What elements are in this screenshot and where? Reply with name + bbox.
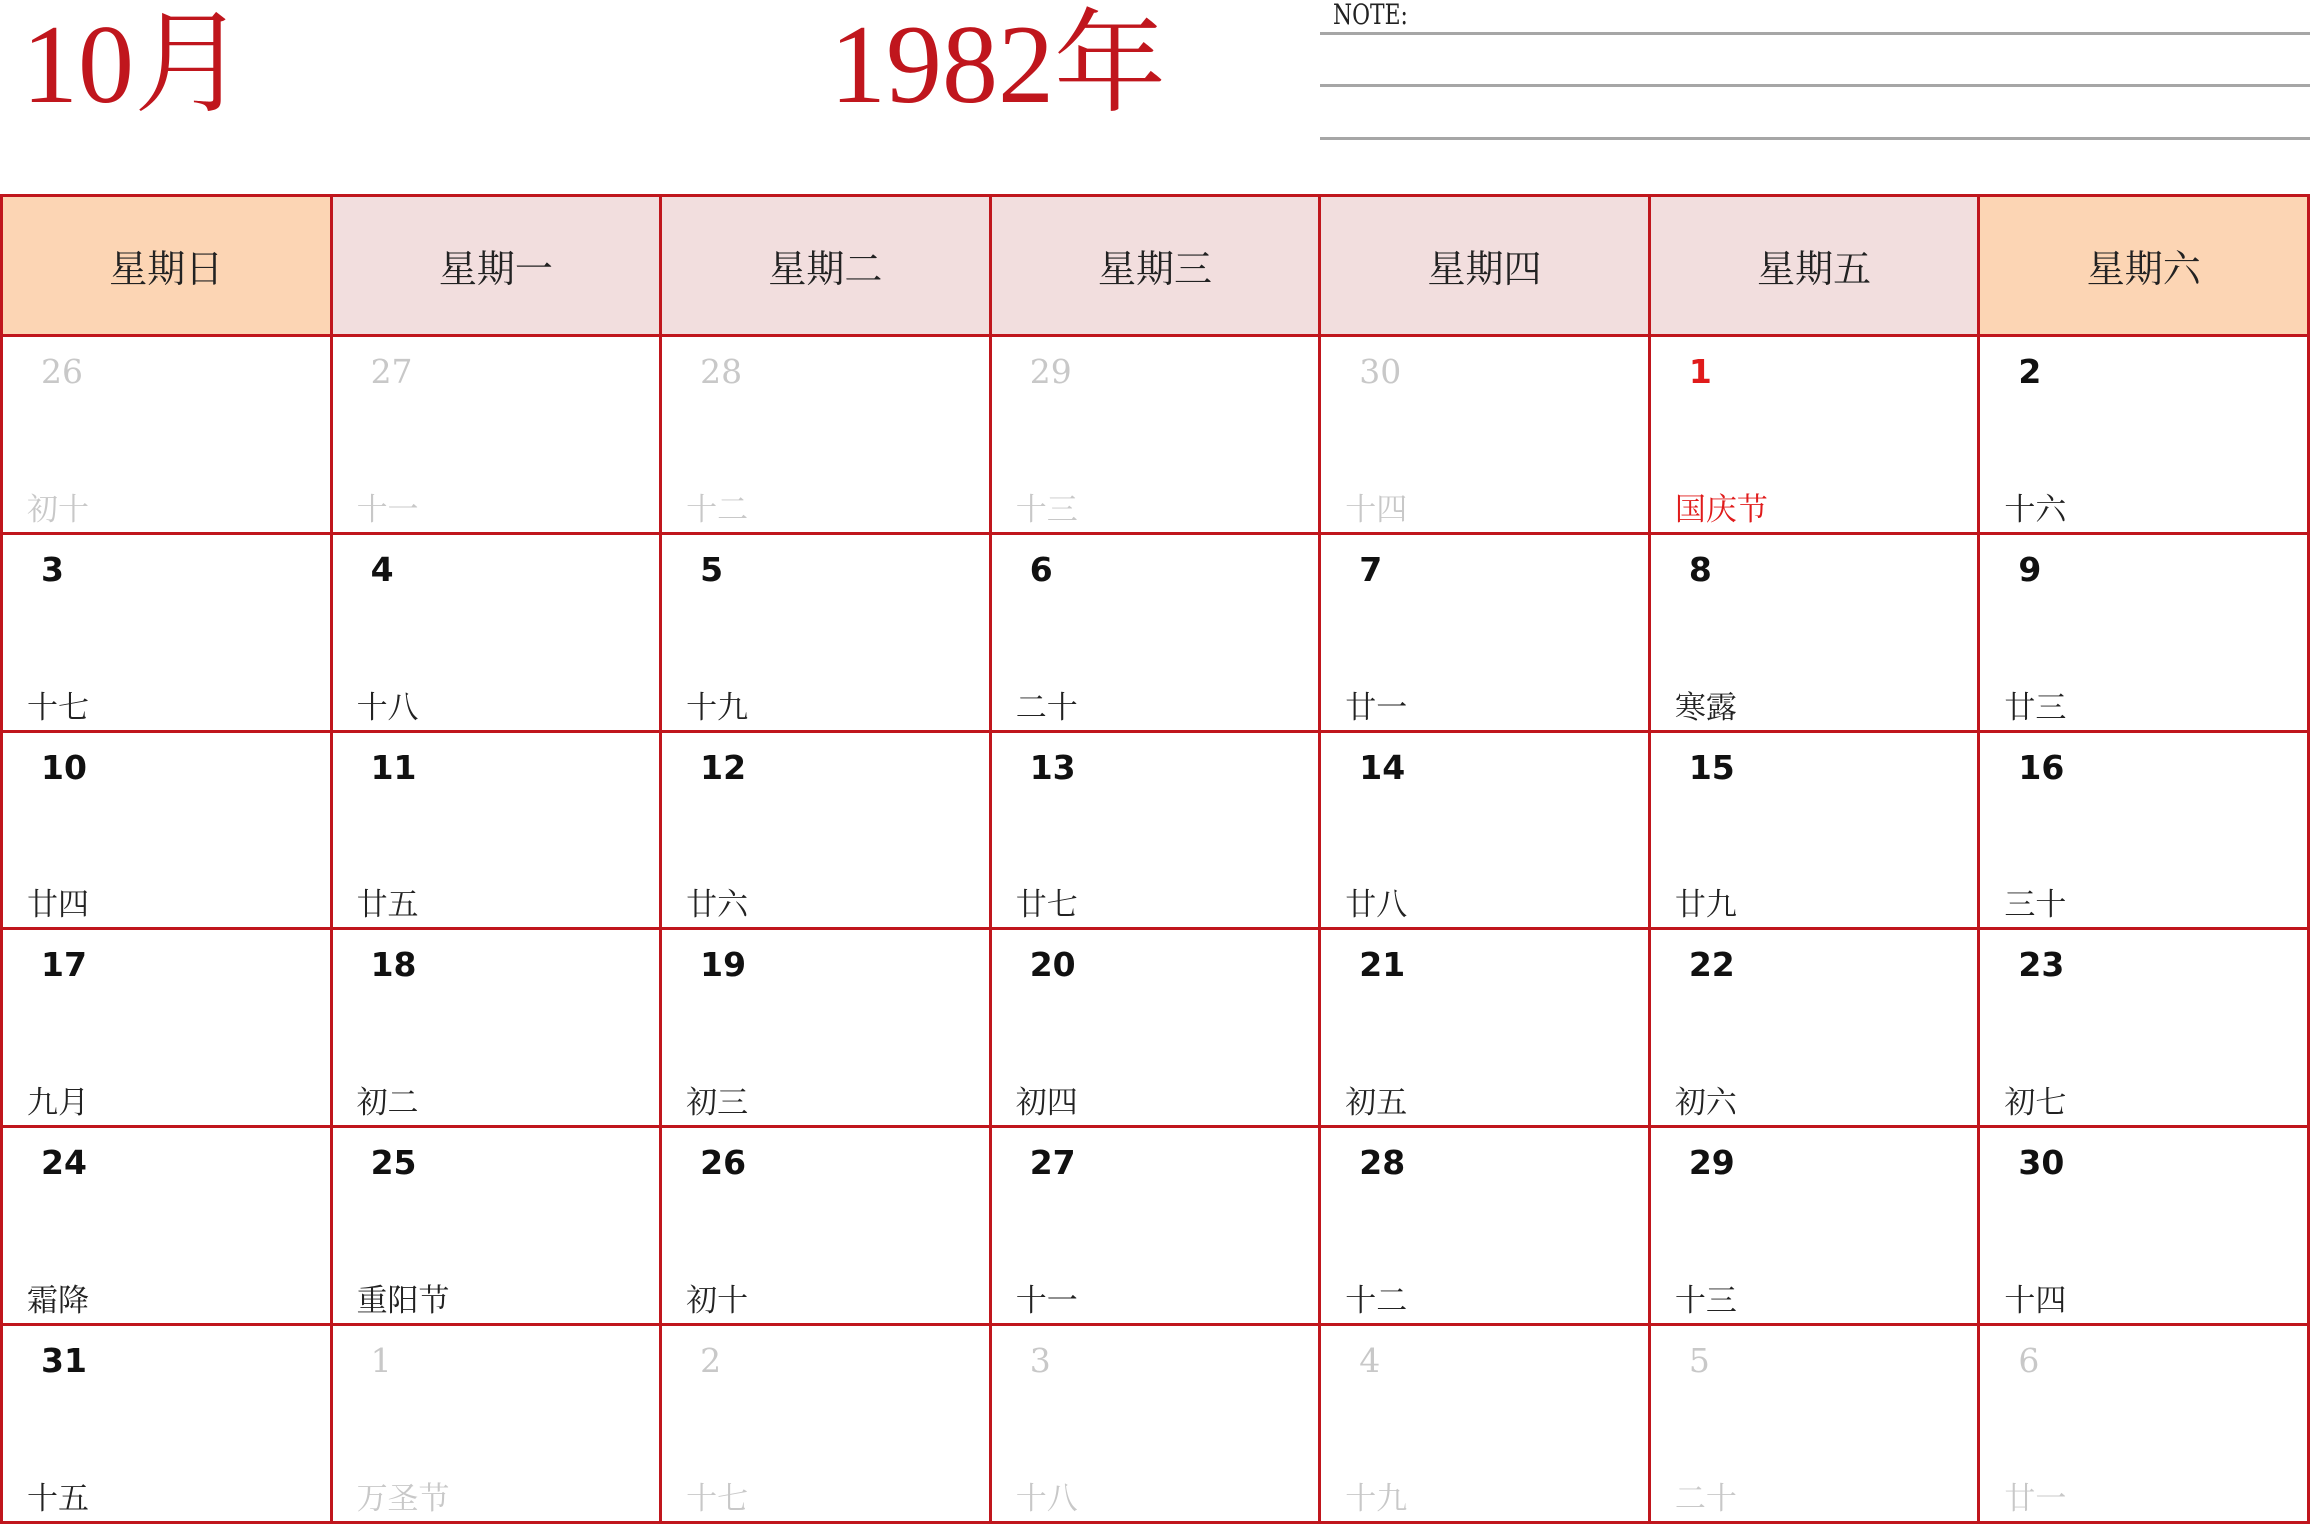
day-cell[interactable]: [333, 535, 663, 733]
day-number: 5: [1688, 1341, 1710, 1381]
lunar-date: 初二: [356, 1085, 419, 1122]
day-cell[interactable]: [333, 1326, 663, 1524]
day-cell[interactable]: [992, 930, 1322, 1128]
day-cell[interactable]: [333, 930, 663, 1128]
day-number: 13: [1029, 747, 1076, 787]
day-cell[interactable]: [662, 930, 992, 1128]
day-cell[interactable]: [1321, 535, 1651, 733]
lunar-date: 廿六: [686, 887, 749, 924]
lunar-date: 廿九: [1674, 887, 1737, 924]
day-number: 20: [1029, 945, 1076, 985]
day-cell[interactable]: [333, 733, 663, 931]
lunar-date: 霜降: [27, 1283, 89, 1320]
lunar-date: 十四: [2004, 1283, 2067, 1320]
day-cell[interactable]: [1651, 930, 1981, 1128]
month-title: 10月: [22, 3, 246, 127]
lunar-date: 国庆节: [1674, 491, 1768, 528]
day-cell[interactable]: [1321, 733, 1651, 931]
lunar-date: 十一: [1015, 1283, 1078, 1320]
day-cell[interactable]: [662, 1128, 992, 1326]
lunar-date: 廿一: [2004, 1480, 2067, 1517]
day-cell[interactable]: [3, 337, 333, 535]
day-number: 26: [41, 352, 83, 391]
note-area: [1320, 0, 2310, 150]
day-number: 1: [370, 1341, 392, 1381]
note-line: [1320, 84, 2310, 87]
day-cell[interactable]: [1651, 337, 1981, 535]
lunar-date: 初六: [1674, 1085, 1737, 1122]
day-cell[interactable]: [3, 535, 333, 733]
lunar-date: 廿四: [27, 887, 89, 924]
lunar-date: 廿五: [356, 887, 419, 924]
day-cell[interactable]: [1321, 930, 1651, 1128]
lunar-date: 十六: [2004, 491, 2067, 528]
day-number: 16: [2018, 747, 2065, 787]
lunar-date: 初四: [1015, 1085, 1078, 1122]
day-cell[interactable]: [1321, 337, 1651, 535]
day-number: 18: [370, 945, 417, 985]
weekday-header-thursday: 星期四: [1321, 197, 1651, 337]
lunar-date: 十三: [1015, 491, 1078, 528]
day-number: 2: [700, 1341, 722, 1381]
day-number: 19: [700, 945, 747, 985]
day-number: 27: [1029, 1143, 1076, 1183]
note-line: [1320, 137, 2310, 140]
day-number: 6: [2018, 1341, 2040, 1381]
lunar-date: 寒露: [1674, 689, 1737, 726]
day-cell[interactable]: [992, 733, 1322, 931]
day-number: 15: [1688, 747, 1735, 787]
lunar-date: 廿三: [2004, 689, 2067, 726]
year-title: 1982年: [830, 3, 1166, 127]
day-cell[interactable]: [1651, 535, 1981, 733]
lunar-date: 十三: [1674, 1283, 1737, 1320]
lunar-date: 初十: [27, 491, 89, 528]
day-number: 5: [700, 549, 724, 589]
day-number: 23: [2018, 945, 2065, 985]
day-number: 2: [2018, 352, 2042, 391]
day-cell[interactable]: [333, 337, 663, 535]
day-number: 28: [1359, 1143, 1406, 1183]
day-cell[interactable]: [1321, 1326, 1651, 1524]
day-number: 4: [1359, 1341, 1381, 1381]
day-number: 3: [41, 549, 64, 589]
lunar-date: 十八: [356, 689, 419, 726]
day-number: 28: [700, 352, 743, 391]
weekday-header-monday: 星期一: [333, 197, 663, 337]
weekday-header-tuesday: 星期二: [662, 197, 992, 337]
day-cell[interactable]: [1980, 1326, 2310, 1524]
day-cell[interactable]: [333, 1128, 663, 1326]
lunar-date: 初七: [2004, 1085, 2067, 1122]
lunar-date: 十二: [686, 491, 749, 528]
day-number: 26: [700, 1143, 747, 1183]
lunar-date: 三十: [2004, 887, 2067, 924]
day-number: 4: [370, 549, 394, 589]
day-cell[interactable]: [1651, 1128, 1981, 1326]
day-number: 29: [1029, 352, 1072, 391]
day-number: 3: [1029, 1341, 1051, 1381]
day-number: 17: [41, 945, 87, 985]
lunar-date: 廿八: [1345, 887, 1408, 924]
day-number: 21: [1359, 945, 1406, 985]
lunar-date: 廿七: [1015, 887, 1078, 924]
day-number: 14: [1359, 747, 1406, 787]
lunar-date: 十四: [1345, 491, 1408, 528]
weekday-header-friday: 星期五: [1651, 197, 1981, 337]
note-label: NOTE:: [1333, 0, 1408, 31]
lunar-date: 二十: [1674, 1480, 1737, 1517]
day-cell[interactable]: [3, 733, 333, 931]
lunar-date: 初五: [1345, 1085, 1408, 1122]
note-line: [1320, 32, 2310, 35]
day-cell[interactable]: [662, 733, 992, 931]
day-number: 27: [370, 352, 413, 391]
day-cell[interactable]: [992, 1326, 1322, 1524]
day-cell[interactable]: [992, 535, 1322, 733]
day-cell[interactable]: [3, 930, 333, 1128]
day-number: 30: [2018, 1143, 2065, 1183]
lunar-date: 万圣节: [356, 1480, 450, 1517]
lunar-date: 十一: [356, 491, 419, 528]
lunar-date: 十七: [686, 1480, 749, 1517]
day-cell[interactable]: [1980, 337, 2310, 535]
lunar-date: 重阳节: [356, 1283, 450, 1320]
lunar-date: 十九: [686, 689, 749, 726]
day-cell[interactable]: [1651, 733, 1981, 931]
day-number: 12: [700, 747, 747, 787]
day-cell[interactable]: [662, 535, 992, 733]
lunar-date: 九月: [27, 1085, 89, 1122]
day-number: 9: [2018, 549, 2042, 589]
day-cell[interactable]: [1980, 535, 2310, 733]
lunar-date: 十七: [27, 689, 89, 726]
weekday-header-wednesday: 星期三: [992, 197, 1322, 337]
lunar-date: 二十: [1015, 689, 1078, 726]
day-cell[interactable]: [1651, 1326, 1981, 1524]
day-cell[interactable]: [3, 1128, 333, 1326]
day-cell[interactable]: [662, 1326, 992, 1524]
weekday-header-sunday: 星期日: [3, 197, 333, 337]
lunar-date: 初十: [686, 1283, 749, 1320]
day-number: 25: [370, 1143, 417, 1183]
day-number: 6: [1029, 549, 1053, 589]
day-number: 10: [41, 747, 87, 787]
day-number: 24: [41, 1143, 87, 1183]
day-cell[interactable]: [992, 1128, 1322, 1326]
day-number: 31: [41, 1341, 87, 1381]
day-cell[interactable]: [3, 1326, 333, 1524]
lunar-date: 十二: [1345, 1283, 1408, 1320]
lunar-date: 十五: [27, 1480, 89, 1517]
day-cell[interactable]: [662, 337, 992, 535]
lunar-date: 初三: [686, 1085, 749, 1122]
day-cell[interactable]: [992, 337, 1322, 535]
weekday-header-saturday: 星期六: [1980, 197, 2310, 337]
day-number: 30: [1359, 352, 1402, 391]
lunar-date: 十八: [1015, 1480, 1078, 1517]
lunar-date: 十九: [1345, 1480, 1408, 1517]
day-number: 7: [1359, 549, 1383, 589]
day-number: 22: [1688, 945, 1735, 985]
lunar-date: 廿一: [1345, 689, 1408, 726]
day-number: 29: [1688, 1143, 1735, 1183]
day-cell[interactable]: [1980, 1128, 2310, 1326]
day-cell[interactable]: [1980, 733, 2310, 931]
calendar-grid: [0, 194, 2310, 1524]
day-number: 11: [370, 747, 417, 787]
day-number: 1: [1688, 352, 1712, 391]
day-cell[interactable]: [1980, 930, 2310, 1128]
day-number: 8: [1688, 549, 1712, 589]
day-cell[interactable]: [1321, 1128, 1651, 1326]
